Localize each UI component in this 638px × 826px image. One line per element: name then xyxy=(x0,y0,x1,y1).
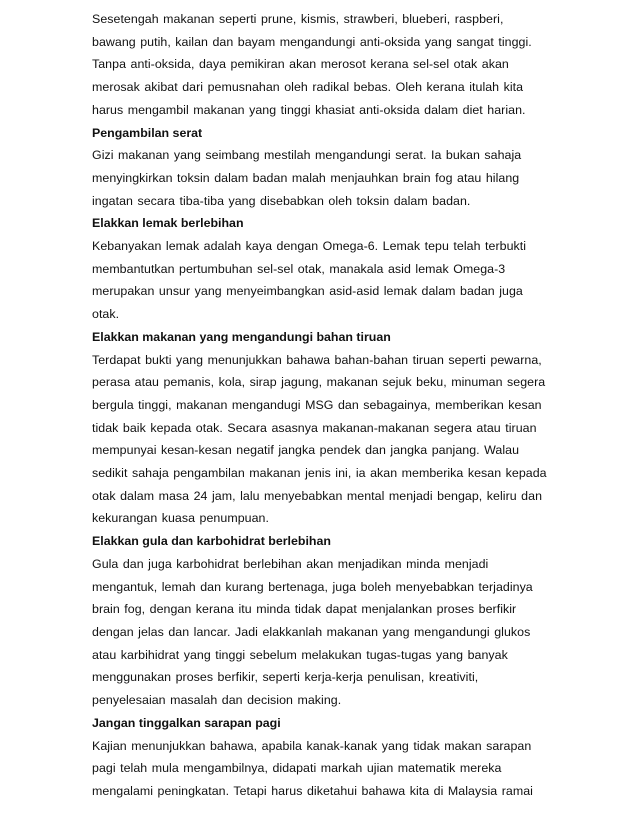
text-line: mengalami peningkatan. Tetapi harus diketahui bahawa kita di Malaysia ramai xyxy=(92,783,533,798)
text-line: mengantuk, lemah dan kurang bertenaga, juga boleh menyebabkan terjadinya xyxy=(92,579,533,594)
section-heading: Elakkan lemak berlebihan xyxy=(92,216,244,231)
text-line: Terdapat bukti yang menunjukkan bahawa bahan-bahan tiruan seperti pewarna, xyxy=(92,352,542,367)
paragraph xyxy=(92,8,552,122)
paragraph xyxy=(92,144,552,212)
text-line: penyelesaian masalah dan decision making. xyxy=(92,693,342,708)
text-line: Gula dan juga karbohidrat berlebihan akan menjadikan minda menjadi xyxy=(92,556,489,571)
text-line: Kebanyakan lemak adalah kaya dengan Omega-6. Lemak tepu telah terbukti xyxy=(92,239,527,254)
text-line: merosak akibat dari pemusnahan oleh radikal bebas. Oleh kerana itulah kita xyxy=(92,80,524,95)
text-line: menggunakan proses berfikir, seperti kerja-kerja penulisan, kreativiti, xyxy=(92,670,479,685)
text-line: menyingkirkan toksin dalam badan malah menjauhkan brain fog atau hilang xyxy=(92,170,520,185)
document-page xyxy=(92,8,552,803)
text-line: sedikit sahaja pengambilan makanan jenis ini, ia akan memberika kesan kepada xyxy=(92,466,547,481)
text-line: kekurangan kuasa penumpuan. xyxy=(92,511,269,526)
text-line: brain fog, dengan kerana itu minda tidak dapat menjalankan proses berfikir xyxy=(92,602,517,617)
section-heading: Elakkan makanan yang mengandungi bahan tiruan xyxy=(92,329,391,344)
text-line: otak. xyxy=(92,307,120,322)
text-line: merupakan unsur yang menyeimbangkan asid-asid lemak dalam badan juga xyxy=(92,284,523,299)
text-line: pagi telah mula mengambilnya, didapati markah ujian matematik mereka xyxy=(92,761,502,776)
text-line: bergula tinggi, makanan mengandugi MSG dan sebagainya, memberikan kesan xyxy=(92,397,542,412)
text-line: Kajian menunjukkan bahawa, apabila kanak-kanak yang tidak makan sarapan xyxy=(92,738,532,753)
paragraph xyxy=(92,735,552,803)
text-line: harus mengambil makanan yang tinggi khasiat anti-oksida dalam diet harian. xyxy=(92,102,526,117)
text-line: otak dalam masa 24 jam, lalu menyebabkan mental menjadi bengap, keliru dan xyxy=(92,488,543,503)
section-heading: Jangan tinggalkan sarapan pagi xyxy=(92,715,281,730)
section-heading: Elakkan gula dan karbohidrat berlebihan xyxy=(92,534,331,549)
text-line: Tanpa anti-oksida, daya pemikiran akan merosot kerana sel-sel otak akan xyxy=(92,57,509,72)
text-line: bawang putih, kailan dan bayam mengandungi anti-oksida yang sangat tinggi. xyxy=(92,34,532,49)
text-line: atau karbihidrat yang tinggi sebelum melakukan tugas-tugas yang banyak xyxy=(92,647,508,662)
text-line: perasa atau pemanis, kola, sirap jagung, makanan sejuk beku, minuman segera xyxy=(92,375,546,390)
paragraph xyxy=(92,349,552,531)
paragraph xyxy=(92,235,552,326)
text-line: Gizi makanan yang seimbang mestilah mengandungi serat. Ia bukan sahaja xyxy=(92,148,522,163)
text-line: tidak baik kepada otak. Secara asasnya makanan-makanan segera atau tiruan xyxy=(92,420,537,435)
section-heading: Pengambilan serat xyxy=(92,125,203,140)
text-line: membantutkan pertumbuhan sel-sel otak, manakala asid lemak Omega-3 xyxy=(92,261,506,276)
paragraph xyxy=(92,553,552,712)
text-line: dengan jelas dan lancar. Jadi elakkanlah makanan yang mengandungi glukos xyxy=(92,624,531,639)
text-line: Sesetengah makanan seperti prune, kismis, strawberi, blueberi, raspberi, xyxy=(92,12,504,26)
text-line: mempunyai kesan-kesan negatif jangka pendek dan jangka panjang. Walau xyxy=(92,443,520,458)
text-line: ingatan secara tiba-tiba yang disebabkan oleh toksin dalam badan. xyxy=(92,193,471,208)
